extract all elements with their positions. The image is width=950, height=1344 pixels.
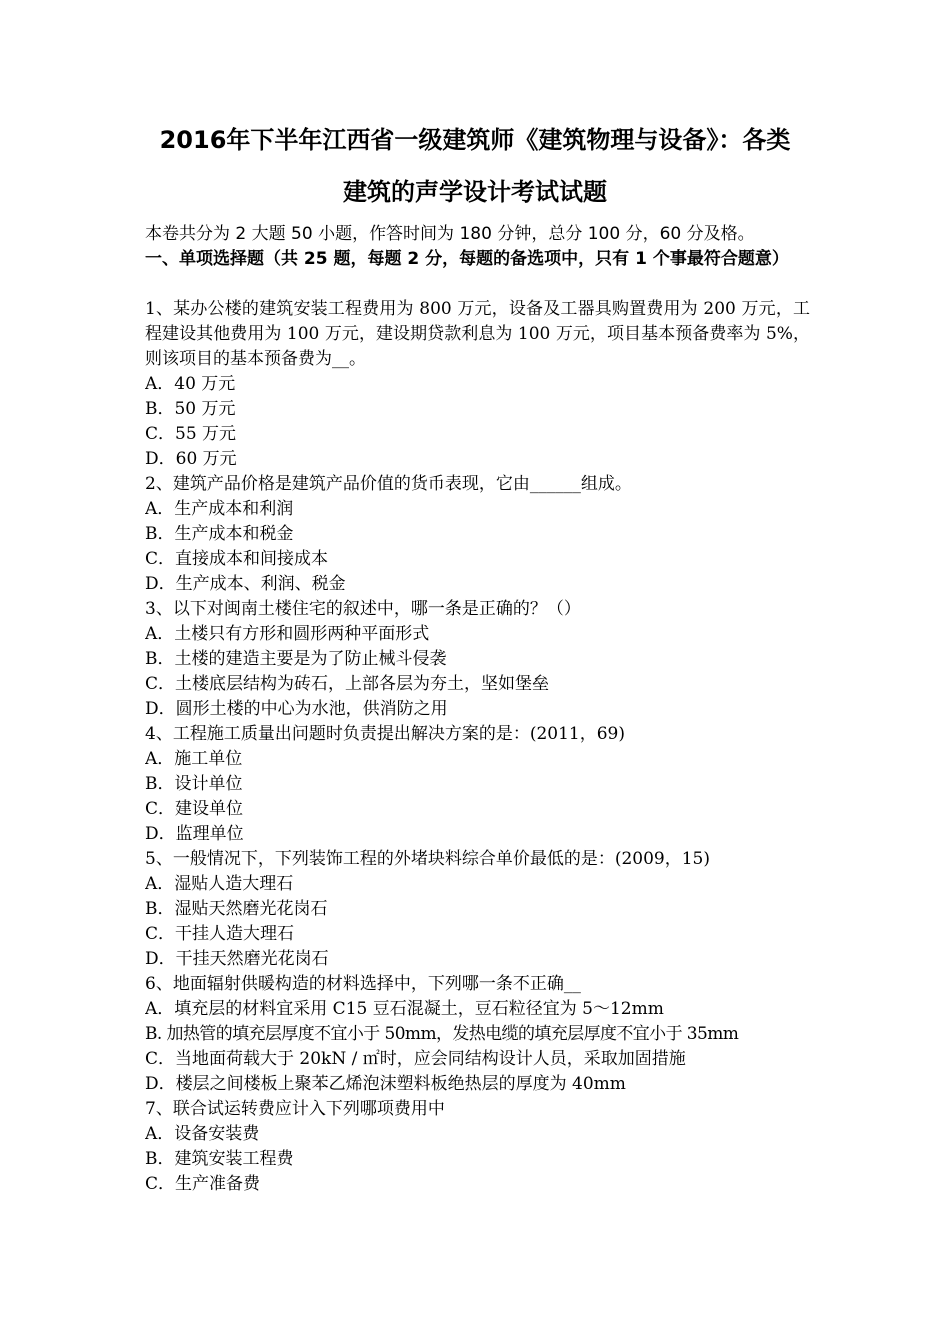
- exam-intro: 本卷共分为 2 大题 50 小题，作答时间为 180 分钟，总分 100 分，60 分及格。: [145, 224, 755, 244]
- question-text: 1、某办公楼的建筑安装工程费用为 800 万元，设备及工器具购置费用为 200 万元，工程建设其他费用为 100 万元，建设期贷款利息为 100 万元，项目基本预备费率为 5%，则该项目的基本预备费为__。: [145, 299, 810, 369]
- option: C．建设单位: [145, 799, 244, 819]
- option: C．当地面荷载大于 20kN / ㎡时，应会同结构设计人员，采取加固措施: [145, 1049, 686, 1069]
- question-6: [145, 972, 810, 1097]
- option: D．圆形土楼的中心为水池，供消防之用: [145, 699, 448, 719]
- option: B．建筑安装工程费: [145, 1149, 294, 1169]
- option: A．土楼只有方形和圆形两种平面形式: [145, 624, 430, 644]
- option: A．填充层的材料宜采用 C15 豆石混凝土，豆石粒径宜为 5～12mm: [145, 999, 664, 1019]
- option: A．生产成本和利润: [145, 499, 294, 519]
- option: C．直接成本和间接成本: [145, 549, 329, 569]
- document-title-line2: 建筑的声学设计考试试题: [343, 178, 607, 206]
- option: B. 加热管的填充层厚度不宜小于 50mm，发热电缆的填充层厚度不宜小于 35mm: [145, 1024, 739, 1044]
- option: C．55 万元: [145, 424, 237, 444]
- option: A．设备安装费: [145, 1124, 260, 1144]
- question-text: 2、建筑产品价格是建筑产品价值的货币表现，它由______组成。: [145, 474, 632, 494]
- question-text: 5、一般情况下，下列装饰工程的外堵块料综合单价最低的是：(2009，15): [145, 849, 710, 869]
- question-3: [145, 597, 810, 722]
- option: D．楼层之间楼板上聚苯乙烯泡沫塑料板绝热层的厚度为 40mm: [145, 1074, 626, 1094]
- question-4: [145, 722, 810, 847]
- option: D．60 万元: [145, 449, 237, 469]
- document-title-line1: 2016年下半年江西省一级建筑师《建筑物理与设备》：各类: [159, 126, 791, 154]
- option: D．生产成本、利润、税金: [145, 574, 346, 594]
- option: A．湿贴人造大理石: [145, 874, 294, 894]
- question-list: [145, 297, 810, 1197]
- option: C．生产准备费: [145, 1174, 261, 1194]
- option: D．干挂天然磨光花岗石: [145, 949, 329, 969]
- option: B．生产成本和税金: [145, 524, 294, 544]
- section-heading: 一、单项选择题（共 25 题，每题 2 分，每题的备选项中，只有 1 个事最符合题意）: [145, 249, 789, 269]
- option: C．土楼底层结构为砖石，上部各层为夯土，坚如堡垒: [145, 674, 550, 694]
- question-text: 6、地面辐射供暖构造的材料选择中，下列哪一条不正确__: [145, 974, 581, 994]
- option: B．设计单位: [145, 774, 243, 794]
- question-7: [145, 1097, 810, 1197]
- question-1: [145, 297, 810, 472]
- question-2: [145, 472, 810, 597]
- question-text: 4、工程施工质量出问题时负责提出解决方案的是：(2011，69): [145, 724, 625, 744]
- option: B．土楼的建造主要是为了防止械斗侵袭: [145, 649, 447, 669]
- option: C．干挂人造大理石: [145, 924, 295, 944]
- option: D．监理单位: [145, 824, 244, 844]
- question-text: 3、以下对闽南土楼住宅的叙述中，哪一条是正确的？（）: [145, 599, 581, 619]
- option: B．湿贴天然磨光花岗石: [145, 899, 328, 919]
- option: A．40 万元: [145, 374, 236, 394]
- option: A．施工单位: [145, 749, 243, 769]
- question-5: [145, 847, 810, 972]
- question-text: 7、联合试运转费应计入下列哪项费用中: [145, 1099, 445, 1119]
- option: B．50 万元: [145, 399, 236, 419]
